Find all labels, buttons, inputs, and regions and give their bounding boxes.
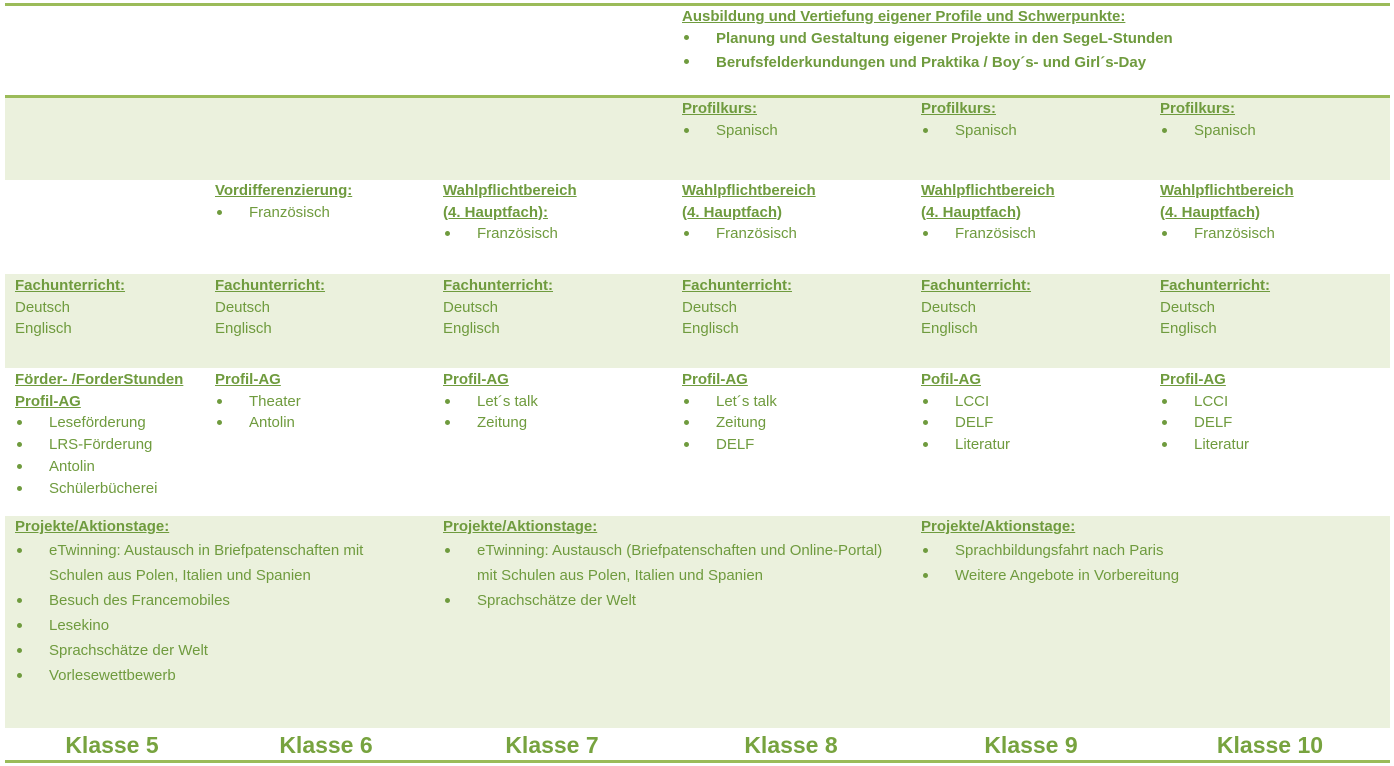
projekte-k56 (15, 516, 410, 688)
section-heading: Förder- /ForderStunden (15, 371, 184, 388)
list-item: Antolin (215, 412, 301, 434)
list-item: DELF (682, 434, 777, 456)
klasse-5-label: Klasse 5 (65, 732, 159, 758)
list-item: Zeitung (682, 412, 777, 434)
list-item: Französisch (682, 223, 816, 245)
projekte-k78 (443, 516, 883, 613)
top-heading: Ausbildung und Vertiefung eigener Profile und Schwerpunkte: (682, 8, 1126, 25)
section-heading: Projekte/Aktionstage: (15, 518, 170, 535)
section-heading: Profil-AG (15, 392, 81, 410)
subject-text: Deutsch (682, 298, 738, 316)
section-heading: Wahlpflichtbereich (921, 182, 1055, 199)
list-item: Spanisch (682, 120, 778, 142)
list-item: Besuch des Francemobiles (15, 588, 410, 613)
section-heading: Profilkurs: (1160, 100, 1236, 117)
list-item: Berufsfelderkundungen und Praktika / Boy´s- und Girl´s-Day (682, 51, 1173, 75)
fachunterricht-k8 (682, 275, 792, 340)
list-item: Französisch (443, 223, 577, 245)
section-heading: Projekte/Aktionstage: (443, 518, 598, 535)
ag-k8 (682, 369, 777, 455)
list-item: Planung und Gestaltung eigener Projekte in den SegeL-Stunden (682, 27, 1173, 51)
list-item: Literatur (1160, 434, 1249, 456)
section-heading: Wahlpflichtbereich (443, 182, 577, 199)
ag-k5 (15, 369, 183, 500)
section-heading: Fachunterricht: (921, 277, 1032, 294)
list-item: Französisch (921, 223, 1055, 245)
section-heading: Fachunterricht: (15, 277, 126, 294)
subject-text: Deutsch (921, 298, 977, 316)
section-heading: Profilkurs: (682, 100, 758, 117)
list-item: eTwinning: Austausch (Briefpatenschaften und Online-Portal) mit Schulen aus Polen, Italien und Spanien (443, 538, 883, 588)
fachunterricht-k9 (921, 275, 1031, 340)
section-heading: Pofil-AG (921, 371, 981, 388)
ag-k9 (921, 369, 1010, 455)
klasse-7-label: Klasse 7 (505, 732, 599, 758)
list-item: DELF (1160, 412, 1249, 434)
subject-text: Englisch (215, 320, 272, 337)
list-item: Lesekino (15, 613, 410, 638)
section-heading: (4. Hauptfach) (682, 203, 783, 221)
klasse-8-label: Klasse 8 (744, 732, 838, 758)
list-item: Weitere Angebote in Vorbereitung (921, 563, 1361, 588)
klasse-10-label: Klasse 10 (1216, 732, 1324, 758)
subject-text: Deutsch (215, 298, 271, 316)
section-heading: Vordifferenzierung: (215, 182, 353, 199)
list-item: Spanisch (1160, 120, 1256, 142)
top-list (682, 27, 1173, 75)
list-item: LCCI (921, 391, 1010, 413)
section-heading: Fachunterricht: (682, 277, 793, 294)
section-heading: Profil-AG (215, 371, 281, 388)
wahlpflicht-k10 (1160, 180, 1294, 245)
fachunterricht-k5 (15, 275, 125, 340)
subject-text: Englisch (1160, 320, 1217, 337)
list-item: Sprachschätze der Welt (15, 638, 410, 663)
klasse-6-label: Klasse 6 (279, 732, 373, 758)
section-heading: Profilkurs: (921, 100, 997, 117)
ag-k10 (1160, 369, 1249, 455)
list-item: Leseförderung (15, 412, 183, 434)
subject-text: Englisch (921, 320, 978, 337)
subject-text: Englisch (682, 320, 739, 337)
list-item: Sprachbildungsfahrt nach Paris (921, 538, 1361, 563)
subject-text: Englisch (15, 320, 72, 337)
list-item: Let´s talk (443, 391, 538, 413)
section-heading: (4. Hauptfach) (921, 203, 1022, 221)
section-heading: Profil-AG (443, 371, 509, 388)
profilkurs-k10 (1160, 98, 1256, 141)
list-item: Französisch (215, 202, 352, 224)
projekte-k910 (921, 516, 1361, 588)
list-item: Spanisch (921, 120, 1017, 142)
top-section (682, 6, 1173, 75)
section-heading: Projekte/Aktionstage: (921, 518, 1076, 535)
wahlpflicht-k9 (921, 180, 1055, 245)
section-heading: Fachunterricht: (1160, 277, 1271, 294)
list-item: Schülerbücherei (15, 478, 183, 500)
klasse-9-label: Klasse 9 (984, 732, 1078, 758)
subject-text: Deutsch (1160, 298, 1216, 316)
subject-text: Deutsch (443, 298, 499, 316)
subject-text: Englisch (443, 320, 500, 337)
section-heading: Profil-AG (1160, 371, 1226, 388)
fachunterricht-k7 (443, 275, 553, 340)
section-heading: (4. Hauptfach) (1160, 203, 1261, 221)
section-heading: Profil-AG (682, 371, 748, 388)
list-item: DELF (921, 412, 1010, 434)
list-item: Französisch (1160, 223, 1294, 245)
list-item: Vorlesewettbewerb (15, 663, 410, 688)
section-heading: Wahlpflichtbereich (1160, 182, 1294, 199)
bottom-rule (5, 760, 1390, 763)
fachunterricht-k6 (215, 275, 325, 340)
section-heading: Wahlpflichtbereich (682, 182, 816, 199)
list-item: Literatur (921, 434, 1010, 456)
list-item: Antolin (15, 456, 183, 478)
ag-k6 (215, 369, 301, 434)
wahlpflicht-k8 (682, 180, 816, 245)
section-heading: Fachunterricht: (443, 277, 554, 294)
profilkurs-k8 (682, 98, 778, 141)
subject-text: Deutsch (15, 298, 71, 316)
section-heading: Fachunterricht: (215, 277, 326, 294)
section-heading: (4. Hauptfach): (443, 203, 548, 221)
wahlpflicht-k6 (215, 180, 352, 223)
ag-k7 (443, 369, 538, 434)
list-item: LRS-Förderung (15, 434, 183, 456)
list-item: Let´s talk (682, 391, 777, 413)
fachunterricht-k10 (1160, 275, 1270, 340)
list-item: LCCI (1160, 391, 1249, 413)
list-item: Sprachschätze der Welt (443, 588, 883, 613)
list-item: Theater (215, 391, 301, 413)
list-item: eTwinning: Austausch in Briefpatenschaften mit Schulen aus Polen, Italien und Spanien (15, 538, 410, 588)
wahlpflicht-k7 (443, 180, 577, 245)
profilkurs-k9 (921, 98, 1017, 141)
list-item: Zeitung (443, 412, 538, 434)
